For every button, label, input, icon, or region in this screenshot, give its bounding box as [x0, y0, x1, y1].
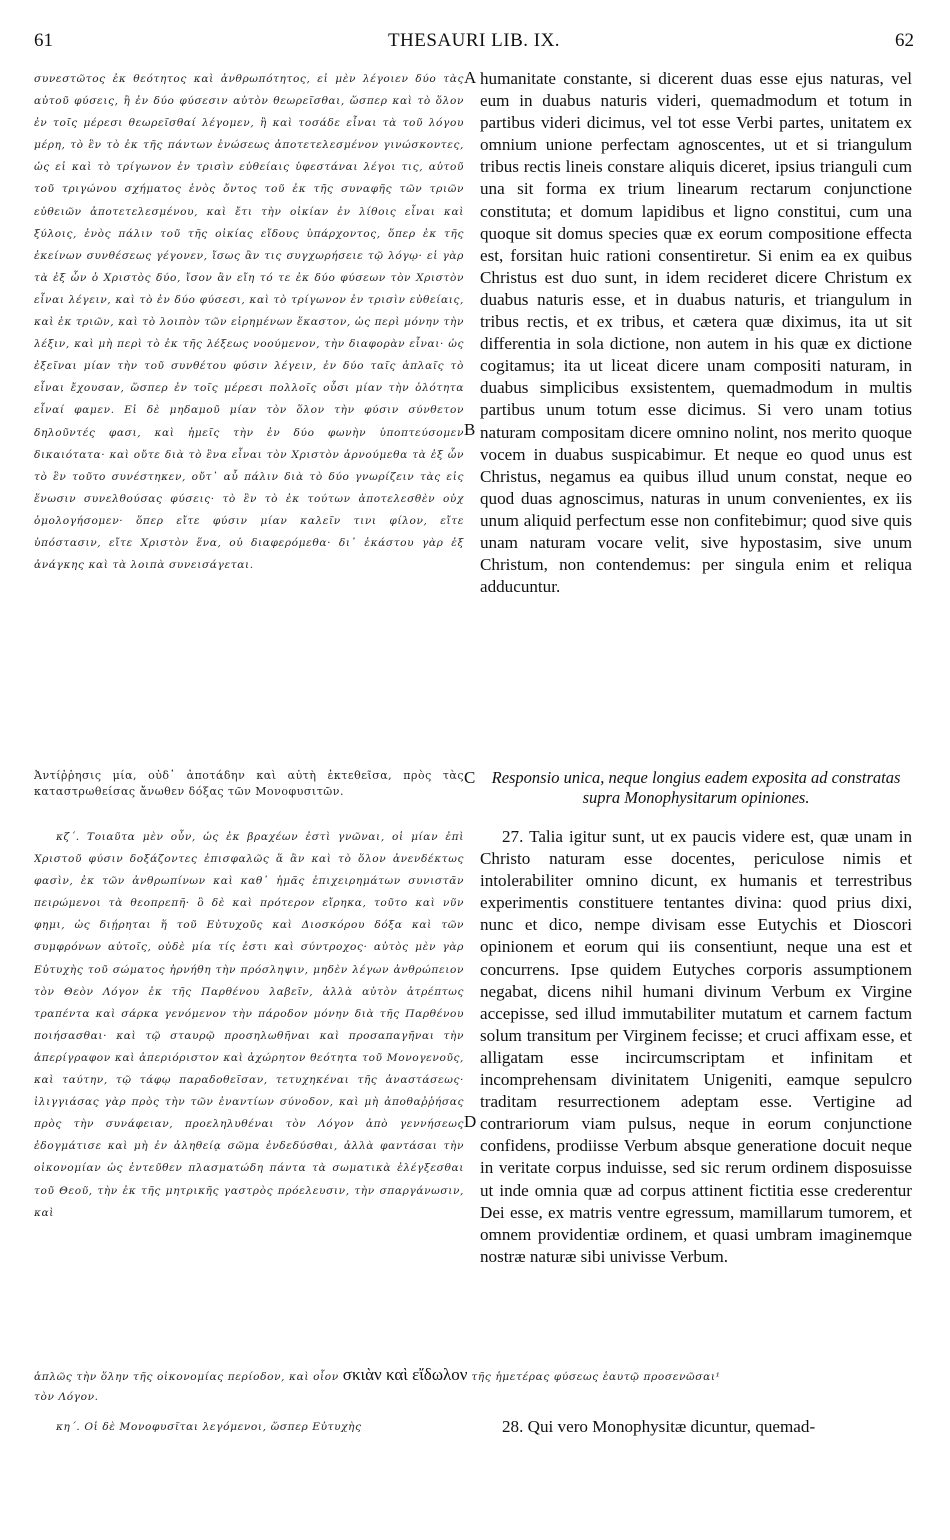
- full-width-inserted: σκιὰν καὶ εἴδωλον: [342, 1365, 468, 1384]
- greek-text-block-1: συνεστῶτος ἐκ θεότητος καὶ ἀνθρωπότητος, εἰ μὲν λέγοιεν δύο τὰς αὐτοῦ φύσεις, ἢ ἐν δύο φύσεσιν αὐτὸν θεωρεῖσθαι, ὥσπερ καὶ τὸ ὅλον ἐν τοῖς μέρεσι θεωρεῖσθαί λέγομεν, ἢ καὶ τοσάδε εἶναι τὰ τοῦ λόγου μέρη, τὸ ἓν τὸ ἐκ τῆς πάντων ἑνώσεως ἀποτετελεσμένον γινώσκοντες, ὡς εἰ καὶ τὸ τρίγωνον ἐν τρισὶν εὐθείαις ὑφεστάναι λέγοι τις, αὐτοῦ τοῦ τριγώνου σχήματος ἑνὸς ὄντος τοῦ ἐκ τῆς συναφῆς τῶν τριῶν εὐθειῶν ἀποτετελεσμένου, καὶ ἔτι τὴν οἰκίαν ἐν λίθοις εἶναι καὶ ξύλοις, ἑνὸς πάλιν τοῦ τῆς οἰκίας εἴδους ὑπάρχοντος, ὅπερ ἐκ τῆς ἐκείνων συνθέσεως γέγονεν, ἴσως ἂν τις συγχωρήσειε τῷ λόγῳ· εἰ γὰρ τὰ ἐξ ὧν ὁ Χριστὸς δύο, ἴσον ἂν εἴη τό τε ἐκ δύο φύσεων τὸν Χριστὸν εἶναι λέγειν, καὶ τὸ ἐν δύο φύσεσι, καὶ τὸ τρίγωνον ἐν τρισὶν εὐθείαις, καὶ ἐκ τριῶν, καὶ τὸ λοιπὸν τῶν εἰρημένων ἕκαστον, ὡς περὶ μόνην τὴν λέξιν, καὶ μὴ περὶ τὸ ἐκ τῆς λέξεως νοούμενον, τὴν διαφορὰν εἶναι· ὡς ἐξεῖναι μίαν τὴν τοῦ συνθέτου φύσιν λέγειν, ἐν δύο ταῖς ἁπλαῖς τὸ εἶναι ἔχουσαν, ὥσπερ ἐν τοῖς μέρεσι πολλοῖς οὖσι μίαν τὴν ὁλότητα εἶναί φαμεν. Εἰ δὲ μηδαμοῦ μίαν τὸν ὅλον τὴν φύσιν σύνθετον δηλοῦντές φασι, καὶ ἡμεῖς τὴν ἐν δύο φωνὴν ὑποπτεύσομεν δικαιότατα· καὶ οὔτε διὰ τὸ ἓνα εἶναι τὸν Χριστὸν ἀρνούμεθα τὰ ἐξ ὧν τὸ ἓν τοῦτο συνέστηκεν, οὔτ᾽ αὖ πάλιν διὰ τὸ δύο γνωρίζειν τὰς εἰς ἕνωσιν συνελθούσας φύσεις· τὸ ἓν τὸ ἐκ τούτων ἀποτελεσθὲν οὐχ ὁμολογήσομεν· ὅπερ εἴτε φύσιν μίαν καλεῖν τινι φίλον, εἴτε ὑπόστασιν, εἴτε Χριστὸν ἕνα, οὐ διαφερόμεθα· δι᾽ ἑκάστου γὰρ ἐξ ἀνάγκης καὶ τὰ λοιπὰ συνεισάγεται.: [34, 73, 464, 572]
- page-number-left: 61: [34, 30, 53, 51]
- latin-section-28: 28. Qui vero Monophysitæ dicuntur, quemad-: [502, 1417, 816, 1436]
- margin-marker-c: C: [464, 768, 476, 787]
- greek-last-line: τὸν Λόγον.: [34, 1391, 99, 1403]
- full-width-greek-tail: τῆς ἡμετέρας φύσεως ἑαυτῷ προσενῶσαι¹: [471, 1371, 721, 1383]
- margin-marker-b: B: [464, 420, 476, 439]
- margin-marker-d: D: [464, 1112, 477, 1131]
- greek-section-heading: Ἀντίῤῥησις μία, οὐδ᾽ ἀποτάδην καὶ αὐτὴ ἐκτεθεῖσα, πρὸς τὰς καταστρωθείσας ἄνωθεν δόξας τῶν Μονοφυσιτῶν.: [34, 769, 464, 798]
- latin-text-block-2: 27. Talia igitur sunt, ut ex paucis videre est, quæ unam in Christo naturam esse docentes, periculose nimis et intolerabiliter omnino dicunt, ex humanis et terrestribus experimentis constituere tentantes divina: quod prius dixi, nunc et dico, nempe divisam esse Eutychis et Dioscori opinionem et eorum qui iis consentiunt, neque una est et concurrens. Ipse quidem Eutyches corporis assumptionem negabat, dicens nihil humani divinum Verbum ex Virgine accepisse, sed illud immutabiliter mutatum et carnem factum solum transitum per Virginem fecisse; et cruci affixam esse, et alligatam esse incircumscriptam et infinitam et incomprehensam divinitatem Unigeniti, eamque sepulcro traditam resurrectionem adeptam esse. Vertigine ad contrariorum viam pulsus, neque in eorum conjunctione confidens, prodiisse Verbum absque generatione docuit neque in veritate corpus induisse, sed sic rerum ordinem disposuisse ut inde omnia quæ ad corpus attinent fictitia esse crederentur Dei esse, ex matris ventre egressum, mamillarum tumorem, et omnem providentiæ ordinem, et quasi umbram imaginemque nostræ naturæ sibi univisse Verbum.: [480, 827, 912, 1266]
- page-header: [34, 30, 914, 60]
- latin-section-heading: Responsio unica, neque longius eadem exposita ad constratas supra Monophysitarum opiniones.: [491, 768, 901, 807]
- greek-section-28: κη΄. Οἱ δὲ Μονοφυσῖται λεγόμενοι, ὥσπερ Εὐτυχὴς: [56, 1421, 362, 1433]
- greek-text-block-2: κζ΄. Τοιαῦτα μὲν οὖν, ὡς ἐκ βραχέων ἐστὶ γνῶναι, οἱ μίαν ἐπὶ Χριστοῦ φύσιν δοξάζοντες ἐπισφαλῶς ἅ ἂν καὶ τὸ ὅλον ἀνενδέκτως φασὶν, ἐκ τῶν ἀνθρωπίνων καὶ καθ᾽ ἡμᾶς ἐπιχειρημάτων συνιστᾶν πειρώμενοι τὰ θεοπρεπῆ· ὃ δὲ καὶ πρότερον εἴρηκα, τοῦτο καὶ νῦν φημι, ὡς διῄρηται ἥ τοῦ Εὐτυχοῦς καὶ Διοσκόρου δόξα καὶ τῶν συμφρόνων αὐτοῖς, οὐδὲ μία τίς ἐστι καὶ σύντροχος· αὐτὸς μὲν γὰρ Εὐτυχὴς τοῦ σώματος ἠρνήθη τὴν πρόσληψιν, μηδὲν λέγων ἀνθρώπειον τὸν Θεὸν Λόγον ἐκ τῆς Παρθένου λαβεῖν, ἀλλὰ αὐτὸν ἀτρέπτως τραπέντα καὶ σάρκα γενόμενον τὴν πάροδον μόνην διὰ τῆς Παρθένου ποιήσασθαι· καὶ τῷ σταυρῷ προσηλωθῆναι καὶ προσαπαγῆναι τὴν ἀπερίγραφον καὶ ἀπεριόριστον καὶ ἀχώρητον θεότητα τοῦ Μονογενοῦς, καὶ ταύτην, τῷ τάφῳ παραδοθεῖσαν, τετυχηκέναι τῆς ἀναστάσεως· ἰλιγγιάσας γὰρ πρὸς τὴν τῶν ἐναντίων σύνοδον, καὶ μὴ ἀποθαῤῥήσας πρὸς τὴν συνάφειαν, προεληλυθέναι τὸν Λόγον ἀπὸ γεννήσεως ἐδογμάτισε καὶ μὴ ἐν ἀληθείᾳ σῶμα ἐνδεδύσθαι, ἀλλὰ φαντάσαι τὴν οἰκονομίαν ὡς ἐντεῦθεν πλασματώδη πάντα τὰ σωματικὰ ἐλέγξεσθαι τοῦ Θεοῦ, τὴν ἐκ τῆς μητρικῆς γαστρὸς πρόελευσιν, τὴν σπαργάνωσιν, καὶ: [34, 831, 464, 1219]
- full-width-line: [34, 1364, 912, 1388]
- page-number-right: 62: [895, 30, 914, 51]
- latin-text-block-1: humanitate constante, si dicerent duas esse ejus naturas, vel eum in duabus naturis videri, quemadmodum et totum in partibus videri dicimus, vel tot esse Verbi partes, unitatem ex omnium unione perfectam agnoscentes, ut et si triangulum tribus rectis lineis constare aliquis diceret, ipsius trianguli cum una sit forma ex trium linearum rectarum conjunctione constituta; et domum lapidibus et ligno constitui, cum una quoque sit domus species quæ ex eorum compositione effecta est, forsitan huic rationi consentiretur. Si enim ea ex quibus Christus est duo sunt, in idem recideret dicere Christum ex duabus naturis esse, et in duabus naturis, et triangulum in tribus rectis, et ex tribus, et cætera quæ diximus, ita ut sit differentia in sola dictione, non autem in his quæ ex dictione cogitamus; ita ut liceat dicere unam compositi naturam, in duabus simplicibus exsistentem, quemadmodum in multis partibus unum totum esse dicimus. Si vero unam totius naturam compositam dicere omnino nolint, nos merito quoque vocem in duabus suspicabimur. Et neque eo quod unus est Christus, negamus ea quibus illud unum constat, neque eo quod duas agnoscimus, naturas in unum convenientes, ex iis unum aliquid perfectum esse non confitebimur; quod sive quis unam naturam vocare velit, sive hypostasim, sive unum Christum, non contendemus: per singula enim et reliqua adducuntur.: [480, 69, 912, 597]
- full-width-greek: ἁπλῶς τὴν ὅλην τῆς οἰκονομίας περίοδον, καὶ οἷον: [34, 1371, 339, 1383]
- margin-marker-a: A: [464, 68, 477, 87]
- running-title: THESAURI LIB. IX.: [387, 30, 561, 51]
